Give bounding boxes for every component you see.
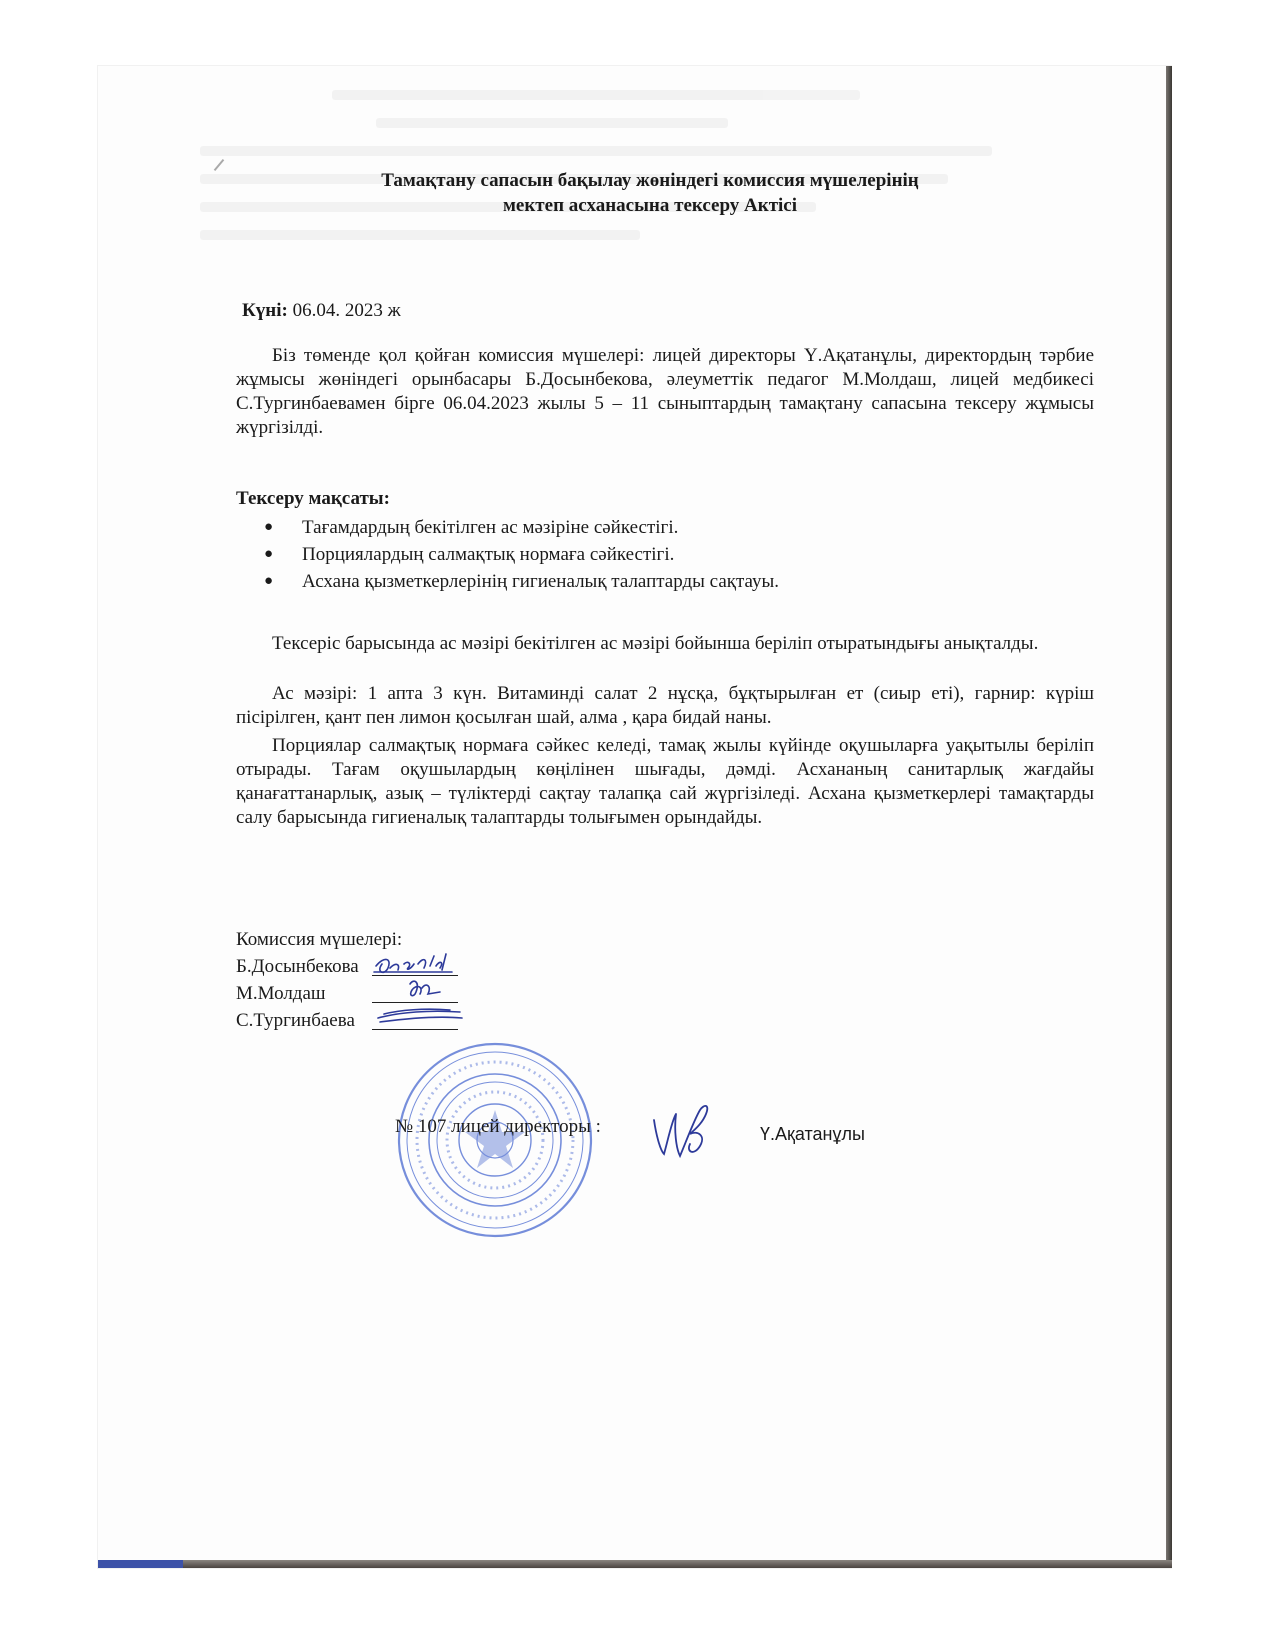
- date-value: 06.04. 2023 ж: [292, 300, 401, 321]
- sheet-edge-bottom: [98, 1560, 1172, 1568]
- member-signatures-icon: [370, 952, 480, 1042]
- goal-text: Тағамдардың бекітілген ас мәзіріне сәйкестігі.: [302, 517, 679, 538]
- bullet-icon: ●: [264, 573, 274, 589]
- bullet-icon: ●: [264, 546, 274, 562]
- director-label: № 107 лицей директоры :: [395, 1116, 601, 1137]
- intro-paragraph: Біз төменде қол қойған комиссия мүшелері: лицей директоры Ү.Ақатанұлы, директордың тәрбие жұмысы жөніндегі орынбасары Б.Досынбекова, әлеуметтік педагог М.Молдаш, лицей медбикесі С.Тургинбаевамен бірге 06.04.2023 жылы 5 – 11 сыныптардың тамақтану сапасына тексеру жұмысы жүргізілді.: [236, 345, 1094, 438]
- check-paragraph: Тексеріс барысында ас мәзірі бекітілген ас мәзірі бойынша беріліп отыратындығы анықталды.: [272, 633, 1039, 654]
- document-title: [260, 168, 1040, 218]
- goals-list: [264, 514, 779, 595]
- round-seal-icon: [380, 1040, 610, 1240]
- date-label: Күні:: [242, 300, 288, 321]
- goal-item: [264, 514, 779, 541]
- sheet-edge-bottom-blue: [98, 1560, 183, 1568]
- member-name: Б.Досынбекова: [236, 956, 359, 977]
- goals-title: Тексеру мақсаты:: [236, 488, 390, 509]
- conclusion-paragraph: Порциялар салмақтық нормаға сәйкес келеді, тамақ жылы күйінде оқушыларға уақытылы беріліп отырады. Тағам оқушылардың көңілінен шығады, дәмді. Асхананың санитарлық жағдайы қанағаттанарлық, азық – түліктерді сақтау талапқа сай жүргізіледі. Асхана қызметкерлері тамақтарды салу барысында гигиеналық талаптарды толығымен орындайды.: [236, 735, 1094, 828]
- bullet-icon: ●: [264, 519, 274, 535]
- director-name: Ү.Ақатанұлы: [760, 1124, 865, 1144]
- goal-item: [264, 568, 779, 595]
- sheet-edge-right: [1166, 66, 1172, 1568]
- title-line-1: Тамақтану сапасын бақылау жөніндегі комиссия мүшелерінің: [381, 170, 919, 191]
- title-line-2: мектеп асханасына тексеру Актісі: [502, 195, 798, 216]
- members-title: Комиссия мүшелері:: [236, 929, 403, 950]
- date-line: [242, 300, 401, 322]
- goal-text: Асхана қызметкерлерінің гигиеналық талаптарды сақтауы.: [302, 571, 780, 592]
- goal-item: [264, 541, 779, 568]
- member-name: М.Молдаш: [236, 983, 326, 1004]
- director-signature-icon: [650, 1090, 720, 1170]
- menu-paragraph: Ас мәзірі: 1 апта 3 күн. Витаминді салат 2 нұсқа, бұқтырылған ет (сиыр еті), гарнир: күріш пісірілген, қант пен лимон қосылған шай, алма , қара бидай наны.: [236, 683, 1094, 728]
- goal-text: Порциялардың салмақтық нормаға сәйкестігі.: [302, 544, 675, 565]
- member-name: С.Тургинбаева: [236, 1010, 355, 1031]
